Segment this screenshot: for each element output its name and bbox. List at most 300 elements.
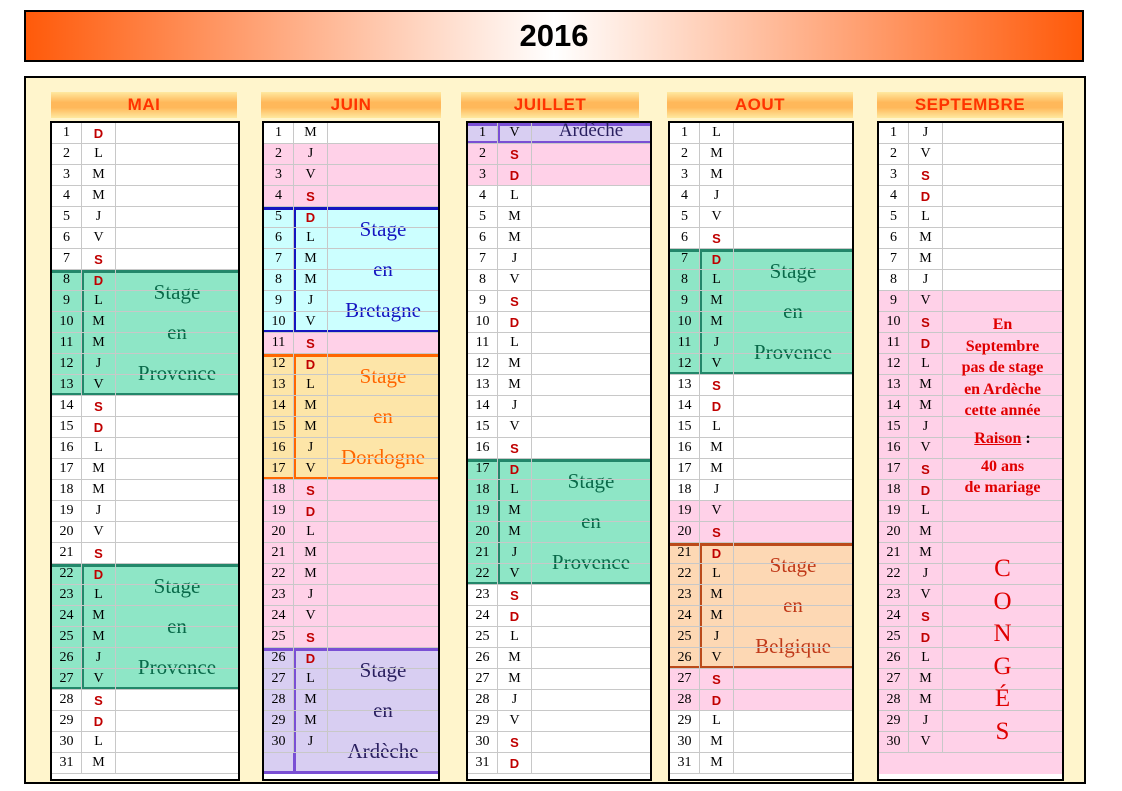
day-number: 11	[879, 333, 909, 353]
day-number: 16	[468, 438, 498, 458]
day-of-week: V	[700, 648, 734, 668]
day-of-week: M	[82, 333, 116, 353]
day-row	[264, 333, 438, 354]
day-of-week: S	[82, 396, 116, 416]
day-number: 19	[264, 501, 294, 521]
day-of-week: M	[909, 669, 943, 689]
day-of-week: V	[909, 438, 943, 458]
day-row	[264, 585, 438, 606]
day-number: 18	[52, 480, 82, 500]
day-number: 19	[52, 501, 82, 521]
day-number: 21	[52, 543, 82, 563]
day-of-week: S	[498, 438, 532, 458]
day-of-week: M	[294, 123, 328, 143]
day-of-week: M	[909, 249, 943, 269]
day-of-week: D	[909, 186, 943, 206]
day-row	[264, 711, 438, 732]
day-number: 5	[52, 207, 82, 227]
month-grid	[262, 121, 440, 781]
day-row	[468, 585, 650, 606]
note-line: de mariage	[964, 479, 1041, 497]
day-of-week: M	[82, 312, 116, 332]
day-row	[468, 438, 650, 459]
september-note	[943, 314, 1062, 499]
day-number: 7	[879, 249, 909, 269]
day-number: 26	[264, 648, 294, 668]
day-row	[670, 501, 852, 522]
month-header-juin: JUIN	[261, 92, 441, 118]
stage-label-line: Provence	[753, 340, 833, 365]
day-row	[879, 144, 1062, 165]
day-of-week: M	[909, 396, 943, 416]
day-number: 30	[468, 732, 498, 752]
stage-label-line: Ardèche	[558, 120, 624, 141]
day-row	[52, 711, 238, 732]
stage-label-line: Stage	[567, 468, 615, 493]
day-of-week: M	[700, 291, 734, 311]
note-line: 40 ans	[980, 457, 1025, 475]
day-number: 10	[670, 312, 700, 332]
day-row	[264, 732, 438, 753]
day-of-week: S	[498, 144, 532, 164]
day-of-week: S	[82, 249, 116, 269]
day-row	[468, 270, 650, 291]
day-number: 29	[670, 711, 700, 731]
day-number: 12	[264, 354, 294, 374]
day-row	[879, 123, 1062, 144]
day-row	[264, 375, 438, 396]
day-number: 5	[670, 207, 700, 227]
day-of-week: M	[909, 690, 943, 710]
day-of-week: J	[909, 123, 943, 143]
raison-colon: :	[1021, 429, 1031, 447]
day-of-week: V	[82, 228, 116, 248]
month-grid	[877, 121, 1064, 781]
stage-label-line: en	[373, 698, 393, 723]
day-of-week: S	[700, 375, 734, 395]
day-number: 24	[670, 606, 700, 626]
day-number: 25	[264, 627, 294, 647]
day-number: 29	[879, 711, 909, 731]
day-row	[52, 270, 238, 291]
day-number: 30	[52, 732, 82, 752]
day-of-week: M	[294, 270, 328, 290]
day-of-week: L	[498, 333, 532, 353]
stage-label-line: Stage	[153, 279, 201, 304]
day-row	[670, 417, 852, 438]
day-number: 22	[670, 564, 700, 584]
day-row	[670, 606, 852, 627]
stage-label-line: en	[783, 299, 803, 324]
month-header-septembre: SEPTEMBRE	[877, 92, 1063, 118]
day-of-week: V	[498, 123, 532, 143]
day-number: 16	[879, 438, 909, 458]
stage-label-line: Dordogne	[341, 445, 425, 470]
note-line: en Ardèche	[964, 380, 1041, 398]
day-row	[879, 291, 1062, 312]
day-of-week: J	[82, 501, 116, 521]
day-number: 23	[52, 585, 82, 605]
day-row	[264, 123, 438, 144]
day-number: 3	[468, 165, 498, 185]
day-row	[264, 312, 438, 333]
day-of-week: L	[498, 627, 532, 647]
month-grid	[668, 121, 854, 781]
day-number: 9	[52, 291, 82, 311]
day-number: 2	[670, 144, 700, 164]
day-row	[264, 207, 438, 228]
day-number: 26	[879, 648, 909, 668]
day-of-week: J	[82, 354, 116, 374]
day-number: 16	[52, 438, 82, 458]
conges-letter: G	[993, 652, 1012, 680]
day-number: 28	[670, 690, 700, 710]
day-number: 1	[879, 123, 909, 143]
day-of-week: V	[294, 165, 328, 185]
day-row	[264, 501, 438, 522]
day-number: 24	[879, 606, 909, 626]
day-of-week: M	[294, 564, 328, 584]
day-row	[264, 543, 438, 564]
day-number: 3	[670, 165, 700, 185]
day-number: 14	[52, 396, 82, 416]
day-number: 17	[52, 459, 82, 479]
day-number: 13	[264, 375, 294, 395]
day-of-week: M	[294, 396, 328, 416]
day-of-week: J	[294, 585, 328, 605]
day-of-week: S	[498, 291, 532, 311]
day-row	[52, 753, 238, 774]
day-of-week: D	[700, 690, 734, 710]
day-number: 31	[52, 753, 82, 773]
day-number: 17	[468, 459, 498, 479]
day-row	[264, 522, 438, 543]
day-number: 9	[468, 291, 498, 311]
day-number: 21	[879, 543, 909, 563]
day-of-week: S	[700, 669, 734, 689]
day-of-week: M	[909, 375, 943, 395]
day-number: 1	[52, 123, 82, 143]
day-number: 20	[52, 522, 82, 542]
day-number: 14	[264, 396, 294, 416]
day-of-week: V	[909, 585, 943, 605]
day-row	[879, 249, 1062, 270]
day-of-week: M	[294, 543, 328, 563]
day-of-week: D	[700, 543, 734, 563]
day-number: 13	[879, 375, 909, 395]
day-of-week: M	[498, 228, 532, 248]
day-number: 27	[468, 669, 498, 689]
day-number: 18	[670, 480, 700, 500]
day-row	[670, 333, 852, 354]
conges-letter: C	[994, 555, 1011, 582]
day-number: 10	[468, 312, 498, 332]
day-row	[468, 459, 650, 480]
stage-label-line: Stage	[359, 216, 407, 241]
day-number: 6	[52, 228, 82, 248]
day-row	[264, 354, 438, 375]
day-number: 26	[670, 648, 700, 668]
day-number: 12	[52, 354, 82, 374]
day-number: 20	[468, 522, 498, 542]
day-number: 30	[670, 732, 700, 752]
stage-label-line: Stage	[769, 552, 817, 577]
stage-label-line: Belgique	[755, 634, 831, 659]
day-row	[879, 165, 1062, 186]
stage-label-line: en	[581, 509, 601, 534]
day-row	[52, 375, 238, 396]
day-of-week: J	[82, 207, 116, 227]
day-of-week: M	[700, 585, 734, 605]
day-row	[52, 438, 238, 459]
day-number: 6	[264, 228, 294, 248]
day-row	[670, 438, 852, 459]
day-row	[52, 228, 238, 249]
day-number: 8	[879, 270, 909, 290]
stage-label-line: Stage	[153, 573, 201, 598]
day-of-week: D	[909, 627, 943, 647]
day-of-week: M	[909, 228, 943, 248]
day-of-week: S	[700, 522, 734, 542]
day-of-week: D	[909, 333, 943, 353]
day-of-week: V	[498, 711, 532, 731]
day-row	[670, 396, 852, 417]
day-of-week: J	[294, 291, 328, 311]
day-row	[52, 669, 238, 690]
day-of-week: L	[909, 207, 943, 227]
day-row	[468, 291, 650, 312]
day-number: 6	[879, 228, 909, 248]
day-row	[670, 207, 852, 228]
stage-label-line: Stage	[359, 363, 407, 388]
day-of-week: M	[498, 648, 532, 668]
day-number: 5	[468, 207, 498, 227]
day-row	[468, 606, 650, 627]
day-number: 10	[52, 312, 82, 332]
day-number: 17	[879, 459, 909, 479]
day-row	[264, 291, 438, 312]
day-number: 21	[670, 543, 700, 563]
day-of-week: J	[498, 396, 532, 416]
note-line: En	[992, 316, 1013, 333]
day-of-week: S	[909, 165, 943, 185]
day-of-week: M	[498, 501, 532, 521]
conges-letter: É	[994, 685, 1011, 713]
day-of-week: J	[82, 648, 116, 668]
day-of-week: M	[294, 711, 328, 731]
month-grid	[466, 121, 652, 781]
day-of-week: D	[82, 564, 116, 584]
day-row	[52, 606, 238, 627]
day-row	[52, 207, 238, 228]
day-row	[264, 270, 438, 291]
day-row	[670, 627, 852, 648]
day-of-week: M	[82, 753, 116, 773]
day-row	[670, 543, 852, 564]
day-number: 24	[264, 606, 294, 626]
day-of-week: S	[700, 228, 734, 248]
day-row	[468, 711, 650, 732]
day-of-week: S	[498, 732, 532, 752]
day-row	[264, 606, 438, 627]
day-of-week: L	[294, 375, 328, 395]
day-number: 29	[264, 711, 294, 731]
day-number: 24	[468, 606, 498, 626]
day-number: 12	[468, 354, 498, 374]
day-of-week: J	[700, 186, 734, 206]
day-row	[468, 417, 650, 438]
day-number: 8	[52, 270, 82, 290]
day-of-week: V	[498, 564, 532, 584]
day-of-week: V	[82, 669, 116, 689]
day-of-week: L	[909, 501, 943, 521]
day-of-week: M	[700, 144, 734, 164]
day-of-week: M	[700, 312, 734, 332]
day-row	[468, 669, 650, 690]
day-number: 1	[264, 123, 294, 143]
day-number: 28	[52, 690, 82, 710]
day-of-week: D	[294, 354, 328, 374]
conges-letter: N	[993, 620, 1012, 648]
day-row	[264, 417, 438, 438]
day-number: 4	[264, 186, 294, 206]
stage-label-line: Stage	[359, 657, 407, 682]
day-row	[52, 543, 238, 564]
day-of-week: S	[498, 585, 532, 605]
day-row	[52, 354, 238, 375]
day-row	[670, 186, 852, 207]
stage-label-line: Provence	[137, 655, 217, 680]
day-number: 3	[52, 165, 82, 185]
raison-label: Raison	[974, 429, 1022, 447]
day-number: 31	[468, 753, 498, 773]
day-of-week: S	[909, 606, 943, 626]
day-number: 19	[468, 501, 498, 521]
day-row	[670, 732, 852, 753]
day-row	[468, 480, 650, 501]
day-of-week: L	[909, 648, 943, 668]
day-row	[670, 249, 852, 270]
day-number: 6	[468, 228, 498, 248]
day-of-week: J	[909, 270, 943, 290]
day-of-week: V	[294, 606, 328, 626]
day-of-week: S	[294, 333, 328, 353]
day-number: 26	[52, 648, 82, 668]
day-row	[52, 144, 238, 165]
day-number: 17	[264, 459, 294, 479]
day-row	[264, 459, 438, 480]
day-of-week: J	[498, 249, 532, 269]
day-of-week: L	[700, 417, 734, 437]
day-of-week: L	[498, 480, 532, 500]
day-row	[52, 480, 238, 501]
day-row	[468, 312, 650, 333]
day-number: 10	[879, 312, 909, 332]
day-number: 14	[468, 396, 498, 416]
day-row	[52, 690, 238, 711]
day-row	[468, 627, 650, 648]
day-number: 21	[264, 543, 294, 563]
month-header-mai: MAI	[51, 92, 237, 118]
day-of-week: D	[498, 606, 532, 626]
day-row	[264, 627, 438, 648]
day-number: 7	[670, 249, 700, 269]
day-of-week: L	[700, 123, 734, 143]
day-of-week: M	[498, 375, 532, 395]
day-of-week: M	[82, 627, 116, 647]
day-of-week: M	[700, 606, 734, 626]
day-number: 25	[670, 627, 700, 647]
day-row	[52, 564, 238, 585]
day-row	[468, 522, 650, 543]
day-number: 23	[468, 585, 498, 605]
day-row	[468, 144, 650, 165]
day-number: 29	[468, 711, 498, 731]
day-row	[468, 207, 650, 228]
day-number: 6	[670, 228, 700, 248]
day-of-week: J	[909, 564, 943, 584]
day-row	[879, 228, 1062, 249]
day-number: 22	[468, 564, 498, 584]
day-number: 11	[264, 333, 294, 353]
day-number: 19	[670, 501, 700, 521]
day-row	[670, 585, 852, 606]
day-number: 16	[264, 438, 294, 458]
day-row	[52, 123, 238, 144]
day-of-week: J	[498, 543, 532, 563]
day-row	[670, 291, 852, 312]
day-of-week: D	[700, 249, 734, 269]
day-number: 26	[468, 648, 498, 668]
day-number: 10	[264, 312, 294, 332]
day-number: 4	[52, 186, 82, 206]
day-of-week: M	[82, 459, 116, 479]
day-of-week: J	[498, 690, 532, 710]
day-row	[879, 270, 1062, 291]
day-of-week: S	[909, 459, 943, 479]
day-row	[468, 732, 650, 753]
stage-label-line: en	[373, 404, 393, 429]
stage-label-line: Stage	[769, 258, 817, 283]
day-number: 18	[468, 480, 498, 500]
stage-label-line: Provence	[137, 361, 217, 386]
day-row	[468, 753, 650, 774]
day-row	[52, 396, 238, 417]
day-number: 7	[468, 249, 498, 269]
day-number: 25	[879, 627, 909, 647]
day-row	[670, 144, 852, 165]
day-of-week: V	[909, 144, 943, 164]
day-row	[670, 123, 852, 144]
day-number: 9	[670, 291, 700, 311]
day-row	[670, 690, 852, 711]
day-number: 23	[670, 585, 700, 605]
day-of-week: L	[82, 732, 116, 752]
day-of-week: S	[294, 186, 328, 206]
day-of-week: M	[700, 732, 734, 752]
day-of-week: M	[82, 165, 116, 185]
day-number: 1	[468, 123, 498, 143]
day-number: 20	[264, 522, 294, 542]
day-number: 16	[670, 438, 700, 458]
day-number: 15	[264, 417, 294, 437]
day-number: 4	[879, 186, 909, 206]
day-number: 27	[879, 669, 909, 689]
day-number: 18	[264, 480, 294, 500]
conges-letter: S	[995, 717, 1010, 745]
day-row	[52, 627, 238, 648]
day-of-week: V	[294, 459, 328, 479]
